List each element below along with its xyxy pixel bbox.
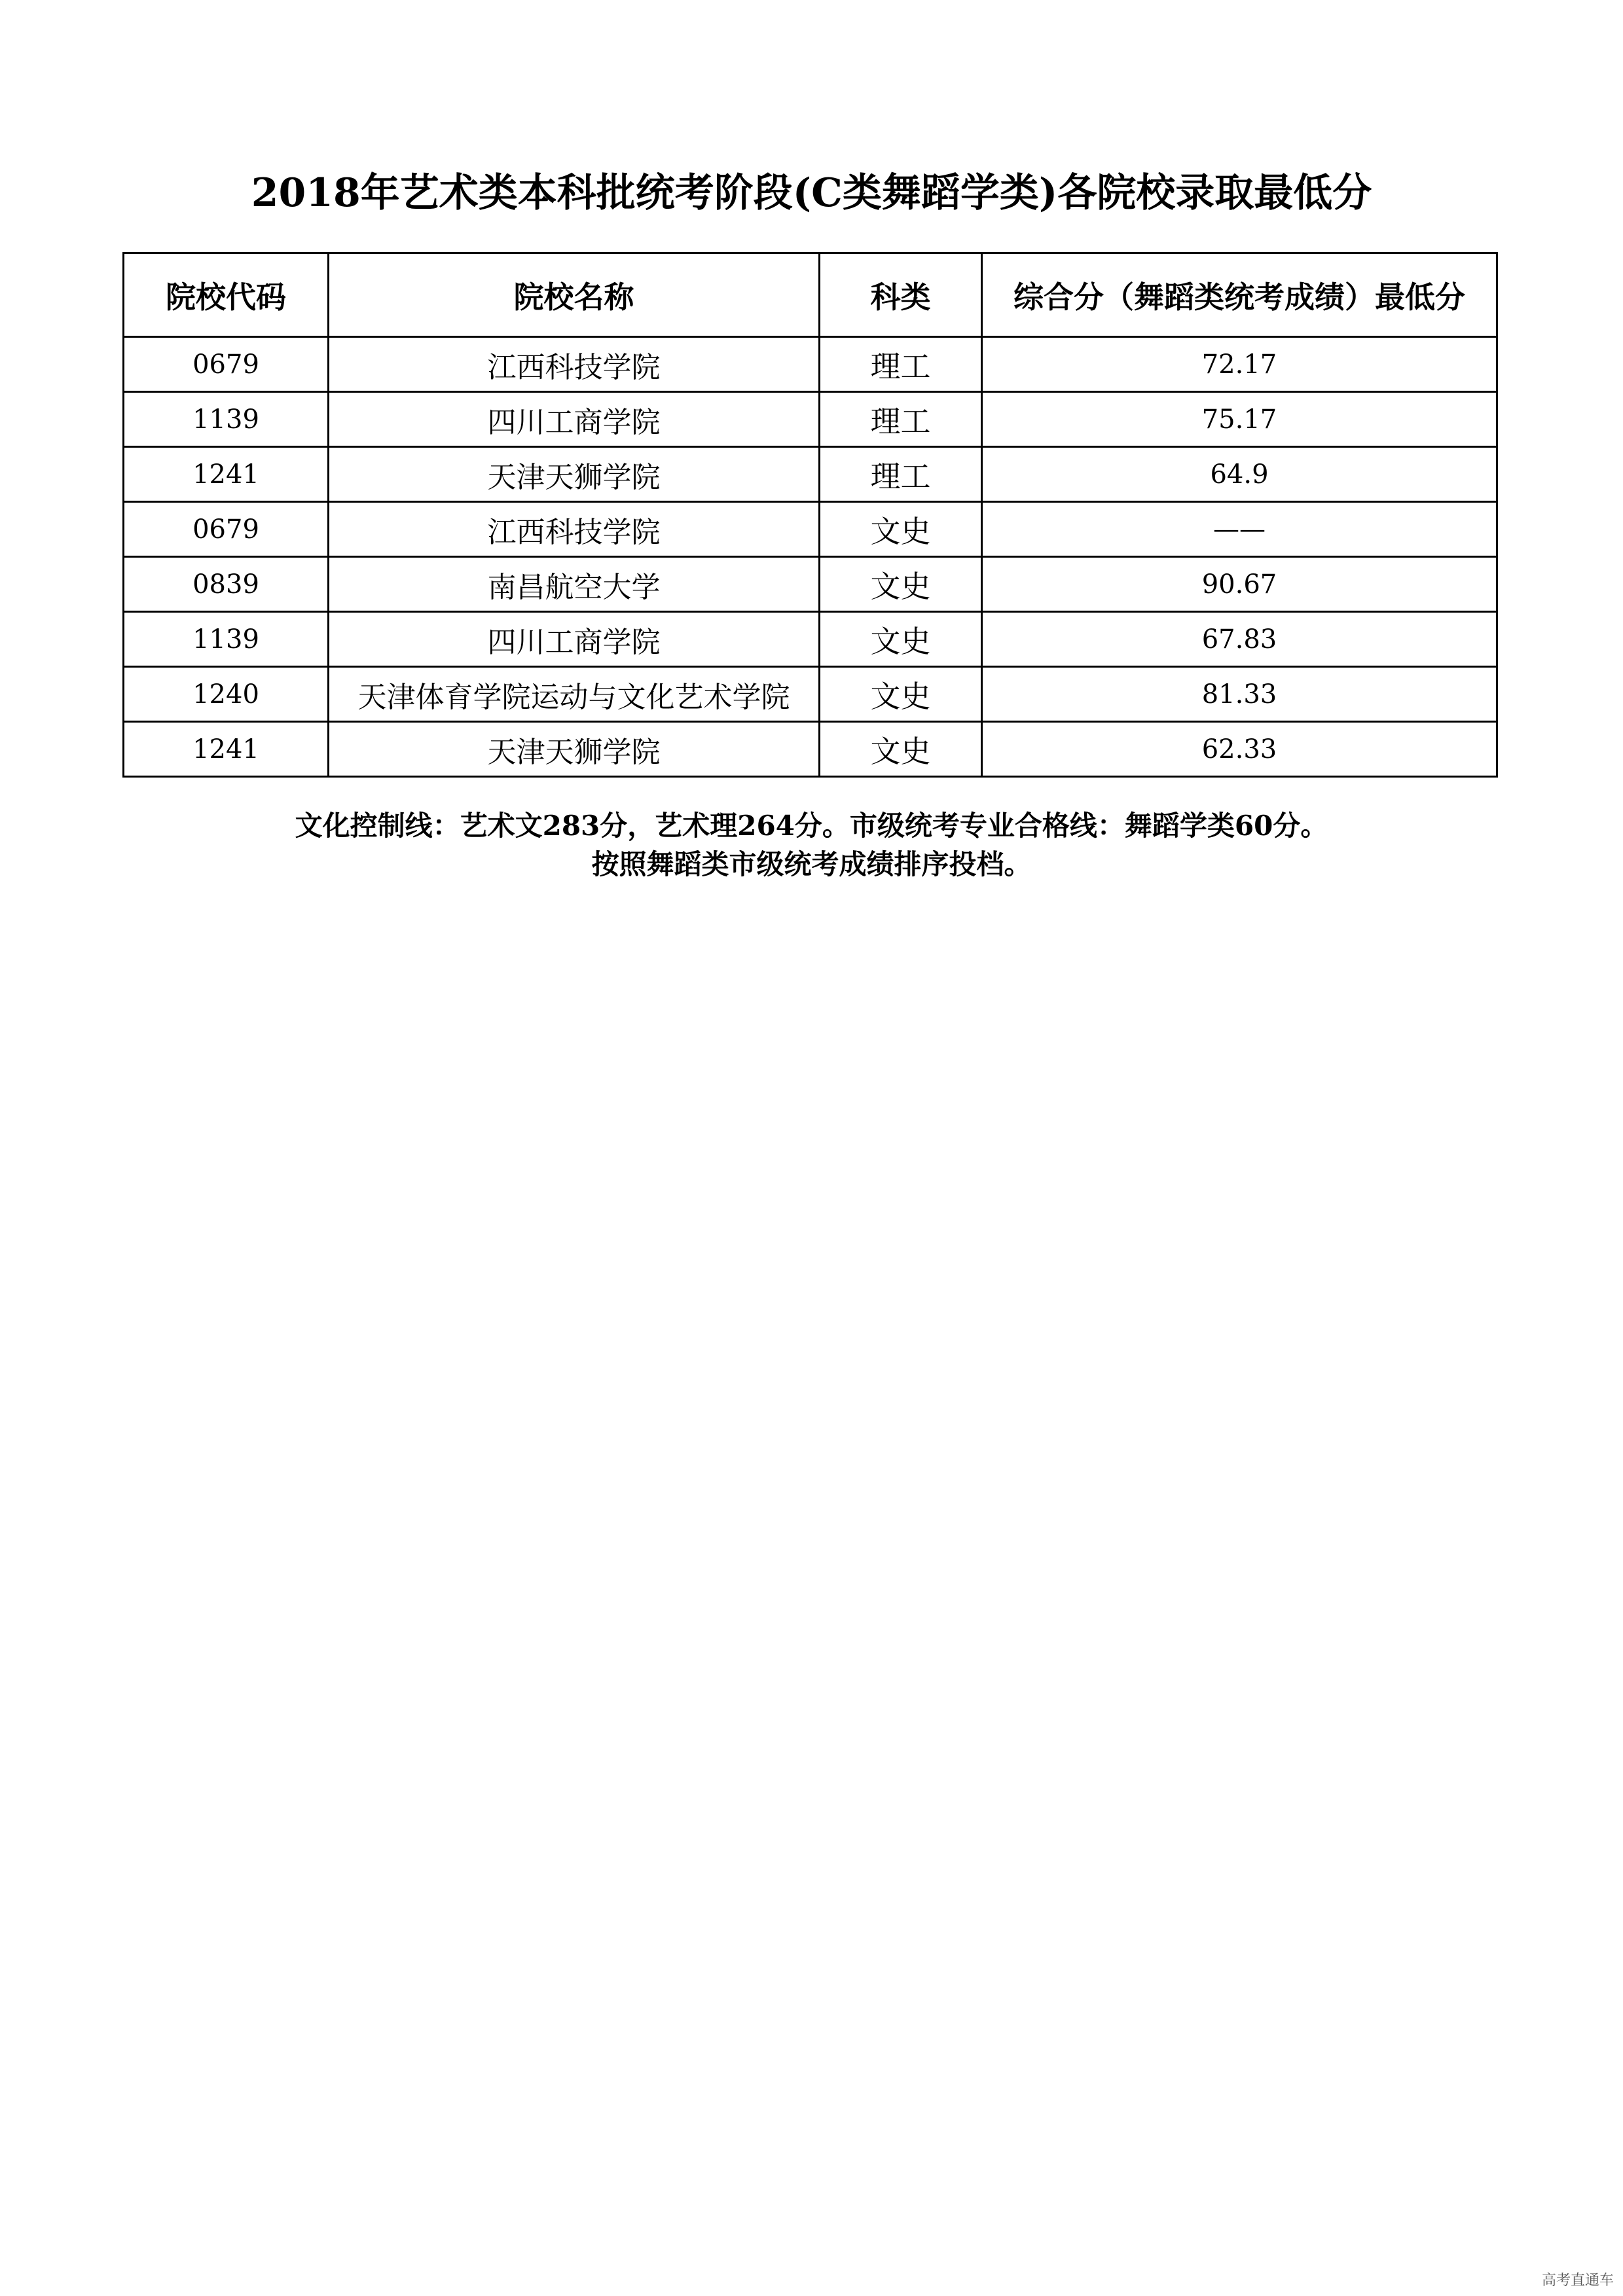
category-cell: 文史 <box>820 557 982 612</box>
min-score-cell: 64.9 <box>982 447 1497 502</box>
min-score-cell: —— <box>982 502 1497 557</box>
school-code-cell: 0839 <box>124 557 329 612</box>
school-name-cell: 天津天狮学院 <box>329 722 820 777</box>
category-cell: 理工 <box>820 392 982 447</box>
header-school-code: 院校代码 <box>124 253 329 337</box>
table-row <box>124 392 1497 447</box>
category-cell: 理工 <box>820 337 982 392</box>
category-cell: 理工 <box>820 447 982 502</box>
school-code-cell: 1241 <box>124 447 329 502</box>
school-name-cell: 江西科技学院 <box>329 337 820 392</box>
admission-rule-note: 按照舞蹈类市级统考成绩排序投档。 <box>591 848 1032 880</box>
category-cell: 文史 <box>820 722 982 777</box>
school-code-cell: 1139 <box>124 612 329 667</box>
category-cell: 文史 <box>820 612 982 667</box>
table-header-row <box>124 253 1497 337</box>
min-score-cell: 90.67 <box>982 557 1497 612</box>
min-score-cell: 72.17 <box>982 337 1497 392</box>
header-min-score: 综合分（舞蹈类统考成绩）最低分 <box>982 253 1497 337</box>
school-name-cell: 江西科技学院 <box>329 502 820 557</box>
watermark: 高考直通车 <box>1541 2272 1614 2289</box>
school-code-cell: 0679 <box>124 337 329 392</box>
school-name-cell: 天津体育学院运动与文化艺术学院 <box>329 667 820 722</box>
school-name-cell: 四川工商学院 <box>329 392 820 447</box>
table-row <box>124 722 1497 777</box>
table-row <box>124 337 1497 392</box>
category-cell: 文史 <box>820 502 982 557</box>
admission-score-table <box>122 252 1498 778</box>
min-score-cell: 62.33 <box>982 722 1497 777</box>
table-row <box>124 447 1497 502</box>
min-score-cell: 81.33 <box>982 667 1497 722</box>
school-code-cell: 0679 <box>124 502 329 557</box>
school-name-cell: 南昌航空大学 <box>329 557 820 612</box>
table-row <box>124 612 1497 667</box>
culture-control-line-note: 文化控制线：艺术文283分，艺术理264分。市级统考专业合格线：舞蹈学类60分。 <box>295 810 1328 842</box>
table-row <box>124 557 1497 612</box>
min-score-cell: 67.83 <box>982 612 1497 667</box>
header-school-name: 院校名称 <box>329 253 820 337</box>
category-cell: 文史 <box>820 667 982 722</box>
school-code-cell: 1139 <box>124 392 329 447</box>
table-row <box>124 667 1497 722</box>
school-code-cell: 1241 <box>124 722 329 777</box>
school-name-cell: 四川工商学院 <box>329 612 820 667</box>
min-score-cell: 75.17 <box>982 392 1497 447</box>
header-category: 科类 <box>820 253 982 337</box>
school-code-cell: 1240 <box>124 667 329 722</box>
school-name-cell: 天津天狮学院 <box>329 447 820 502</box>
table-row <box>124 502 1497 557</box>
page-title: 2018年艺术类本科批统考阶段(C类舞蹈学类)各院校录取最低分 <box>251 170 1372 216</box>
